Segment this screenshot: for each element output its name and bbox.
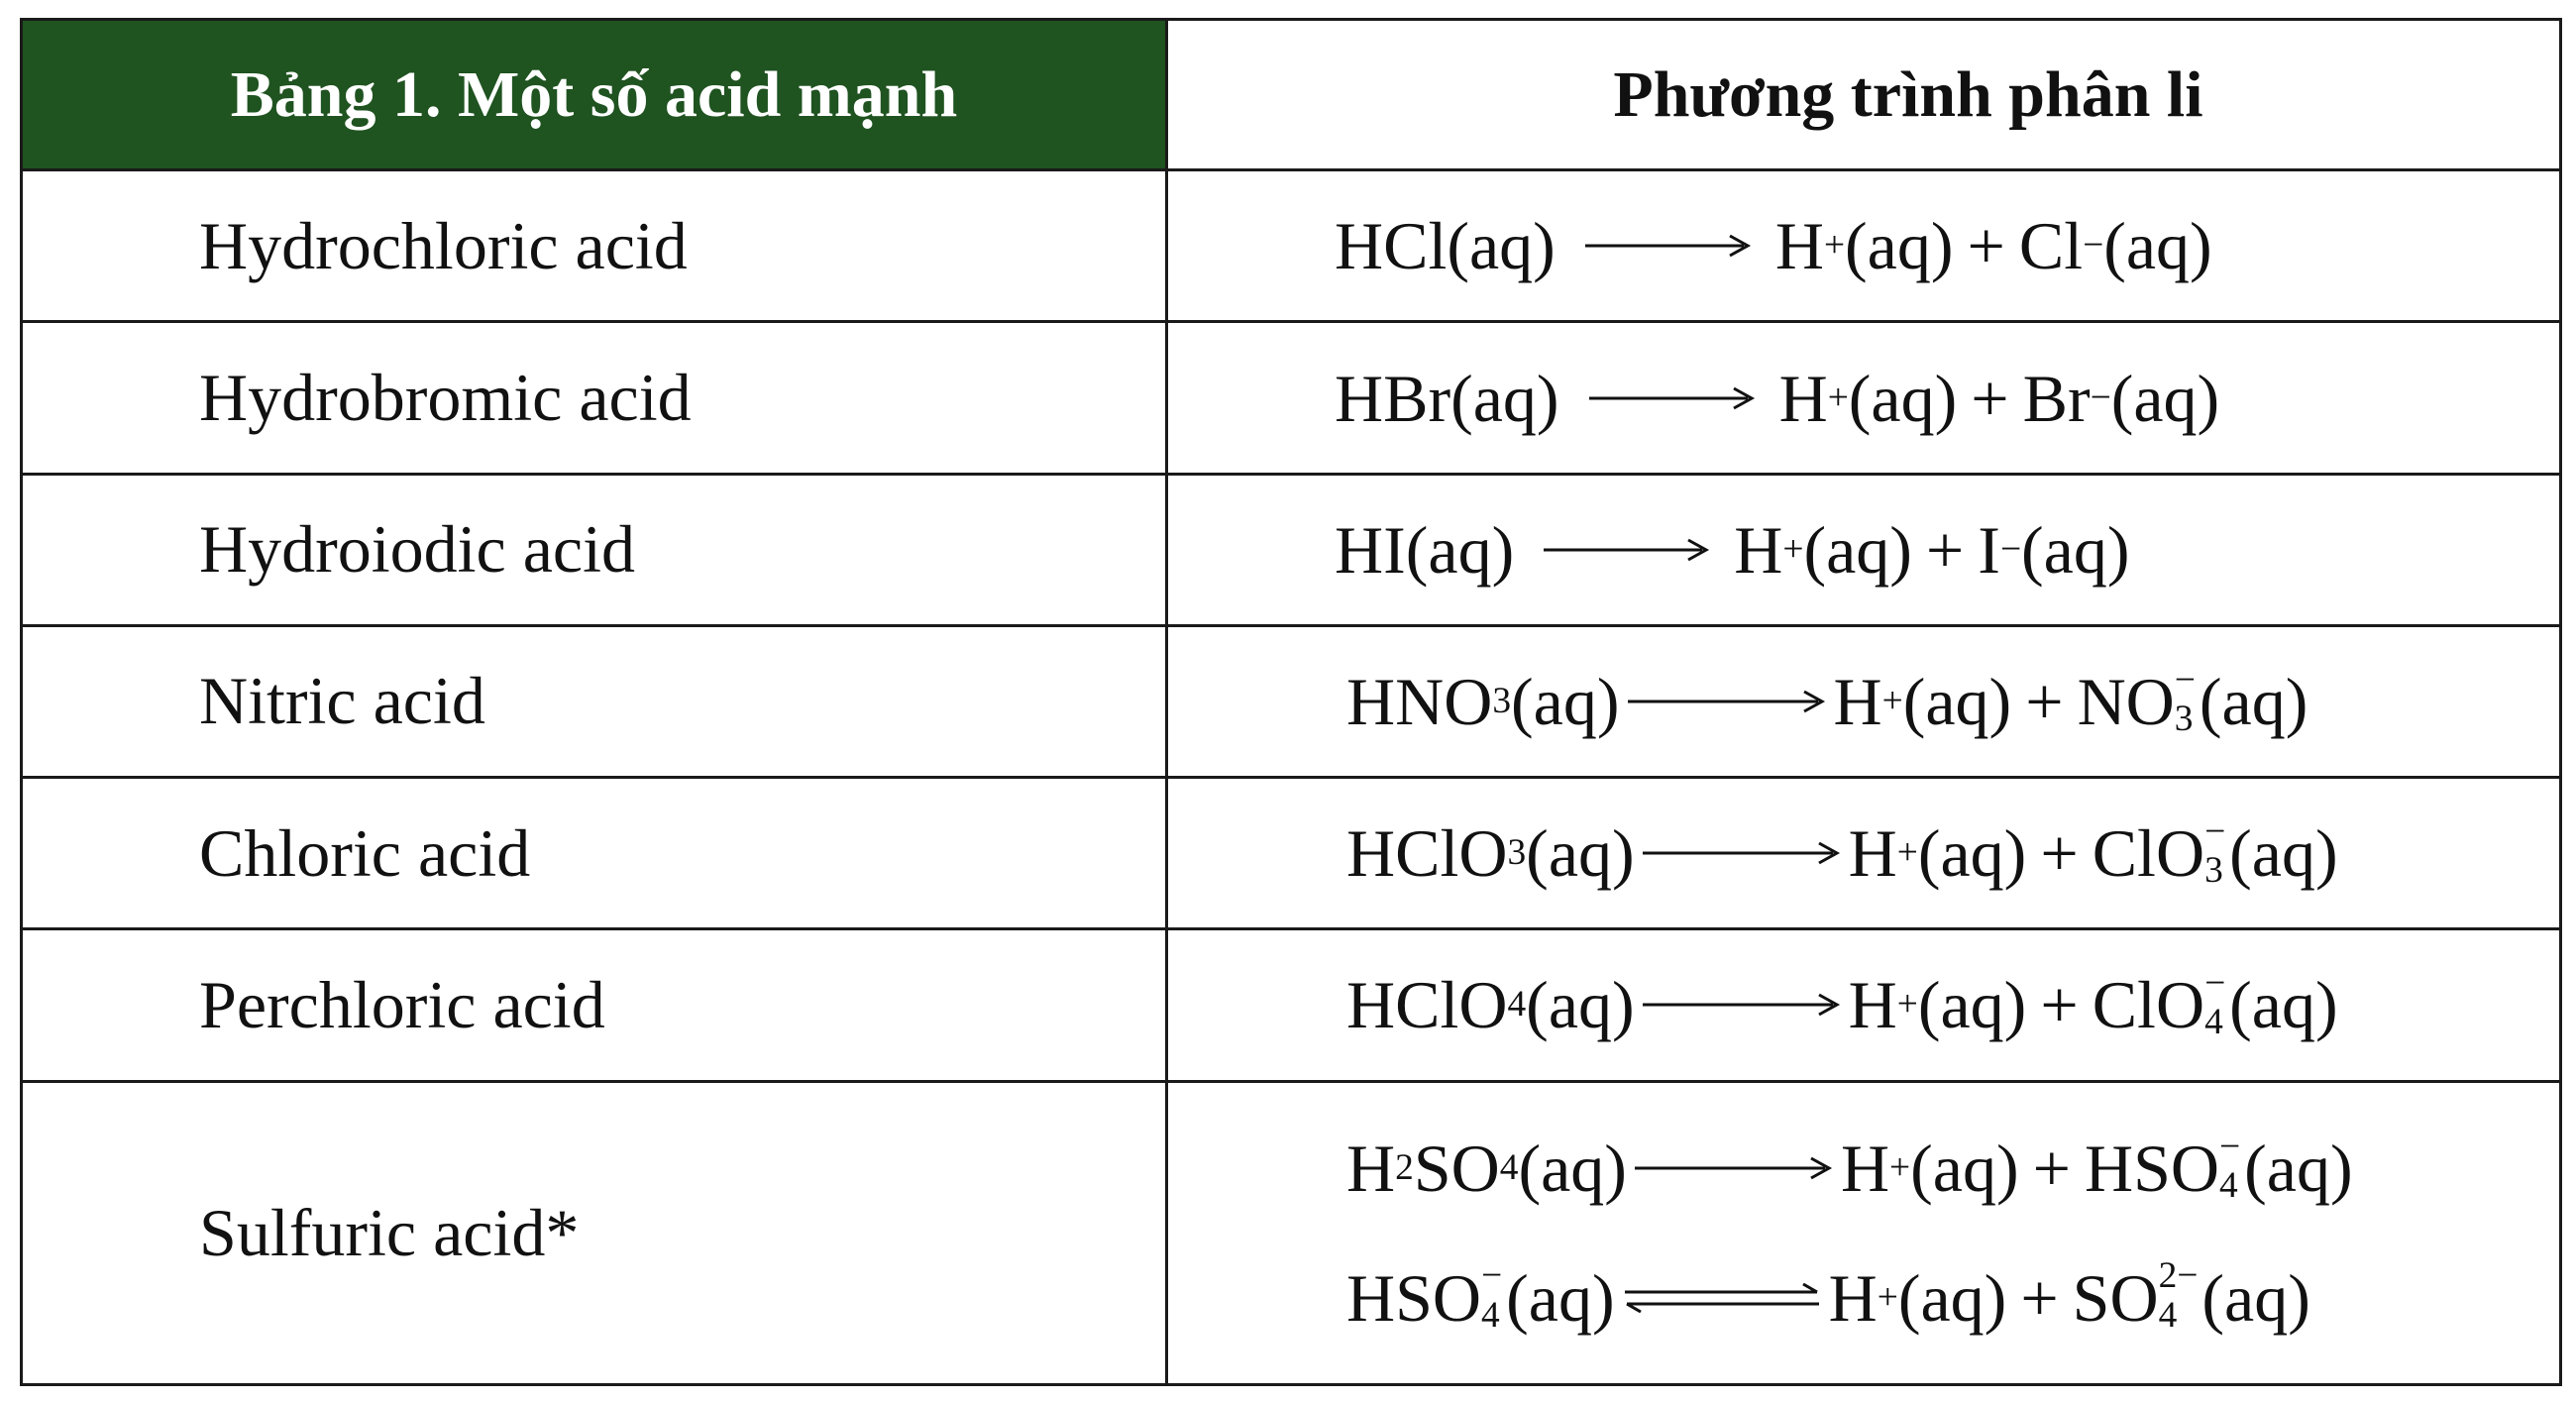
plus-sign: + xyxy=(2025,663,2064,739)
anion-charge-and-subscript xyxy=(2219,1128,2240,1206)
anion-charge: − xyxy=(2174,659,2196,701)
anion-state: (aq) xyxy=(2103,208,2212,284)
acid-name: Nitric acid xyxy=(22,625,1167,777)
anion-state: (aq) xyxy=(2110,360,2220,436)
cation-state: (aq) xyxy=(1845,208,1954,284)
equation-column-header: Phương trình phân li xyxy=(1167,20,2561,170)
equilibrium-arrows-icon xyxy=(1623,1283,1821,1313)
table-row xyxy=(22,625,2561,777)
plus-sign: + xyxy=(2040,815,2079,892)
plus-sign: + xyxy=(2032,1131,2071,1206)
table-title: Bảng 1. Một số acid mạnh xyxy=(22,20,1167,170)
dissociation-equation-cell xyxy=(1167,474,2561,625)
table-row xyxy=(22,322,2561,474)
table-row xyxy=(22,778,2561,929)
anion: HSO xyxy=(2084,1131,2220,1206)
anion-state: (aq) xyxy=(2201,1259,2310,1336)
anion-charge-and-subscript xyxy=(2175,661,2196,739)
cation: H xyxy=(1778,360,1828,436)
acid-name: Chloric acid xyxy=(22,778,1167,929)
dissociation-equation-cell xyxy=(1167,170,2561,322)
dissociation-equation-cell xyxy=(1167,1081,2561,1384)
dissociation-equation-cell xyxy=(1167,322,2561,474)
dissociation-equation: HClO 3 (aq) H + (aq) + ClO − 3 (aq) xyxy=(1346,810,2338,892)
anion: I xyxy=(1978,511,2000,588)
cation: H xyxy=(1774,208,1824,284)
anion-charge: − xyxy=(2219,1126,2241,1167)
reactant: HCl(aq) xyxy=(1335,208,1556,284)
cation: H xyxy=(1848,815,1897,892)
anion: SO xyxy=(2072,1259,2159,1336)
anion: ClO xyxy=(2092,815,2205,892)
cation-state: (aq) xyxy=(1848,360,1958,436)
right-arrow-icon xyxy=(1643,990,1841,1020)
acid-name: Hydroiodic acid xyxy=(22,474,1167,625)
plus-sign: + xyxy=(1967,208,2005,284)
acid-name: Perchloric acid xyxy=(22,929,1167,1081)
reactant-state: (aq) xyxy=(1506,1259,1615,1336)
anion-subscript: 3 xyxy=(2174,698,2194,739)
dissociation-equation: HCl(aq) H + (aq) + Cl − (aq) xyxy=(1335,208,2212,284)
dissociation-equation: HBr(aq) H + (aq) + Br − (aq) xyxy=(1335,360,2220,436)
reactant: HClO xyxy=(1346,967,1508,1043)
reactant-state: (aq) xyxy=(1511,663,1620,739)
anion-charge: − xyxy=(2204,810,2226,852)
right-arrow-icon xyxy=(1628,687,1826,716)
anion-subscript: 4 xyxy=(2204,1002,2223,1043)
anion-state: (aq) xyxy=(2229,815,2338,892)
right-arrow-icon xyxy=(1635,1153,1833,1183)
table-header-row xyxy=(22,20,2561,170)
anion: NO xyxy=(2077,663,2175,739)
anion-charge-and-subscript xyxy=(2204,964,2225,1042)
acid-name: Hydrochloric acid xyxy=(22,170,1167,322)
anion-subscript: 4 xyxy=(2158,1294,2178,1336)
plus-sign: + xyxy=(2020,1259,2059,1336)
anion: ClO xyxy=(2092,967,2205,1043)
cation-state: (aq) xyxy=(1902,663,2012,739)
dissociation-equation: HClO 4 (aq) H + (aq) + ClO − 4 (aq) xyxy=(1346,963,2338,1043)
anion-state: (aq) xyxy=(2199,663,2308,739)
equation-stack xyxy=(1346,1126,2559,1337)
cation-state: (aq) xyxy=(1917,967,2027,1043)
cation: H xyxy=(1840,1131,1890,1206)
right-arrow-icon xyxy=(1643,838,1841,868)
dissociation-equation-cell xyxy=(1167,625,2561,777)
cation: H xyxy=(1828,1259,1878,1336)
anion-state: (aq) xyxy=(2244,1131,2353,1206)
cation: H xyxy=(1848,967,1897,1043)
strong-acids-table xyxy=(20,18,2562,1386)
dissociation-equation-step-1: H 2 SO 4 (aq) H + (aq) + HSO − 4 (aq) xyxy=(1346,1126,2353,1206)
anion-subscript: 4 xyxy=(2219,1165,2238,1206)
dissociation-equation-cell xyxy=(1167,929,2561,1081)
cation-state: (aq) xyxy=(1803,511,1912,588)
anion: Br xyxy=(2022,360,2091,436)
plus-sign: + xyxy=(1925,511,1965,588)
dissociation-equation-cell xyxy=(1167,778,2561,929)
reactant: HClO xyxy=(1346,815,1508,892)
reactant: HI(aq) xyxy=(1335,511,1515,588)
reactant-state: (aq) xyxy=(1526,815,1635,892)
reactant-h: H xyxy=(1346,1131,1396,1206)
reactant-state: (aq) xyxy=(1526,967,1635,1043)
dissociation-equation-step-2: HSO − 4 (aq) H + (aq) + SO 2− 4 (aq) xyxy=(1346,1255,2310,1336)
anion-charge: − xyxy=(2204,963,2226,1005)
table-row xyxy=(22,1081,2561,1384)
cation-state: (aq) xyxy=(1917,815,2027,892)
anion-subscript: 3 xyxy=(2204,850,2223,892)
cation-state: (aq) xyxy=(1910,1131,2019,1206)
dissociation-equation: HNO 3 (aq) H + (aq) + NO − 3 (aq) xyxy=(1346,659,2308,739)
cation: H xyxy=(1833,663,1882,739)
anion-charge: 2− xyxy=(2158,1255,2199,1297)
cation: H xyxy=(1734,511,1783,588)
cation-state: (aq) xyxy=(1897,1259,2007,1336)
reactant: HNO xyxy=(1346,663,1493,739)
table-row xyxy=(22,170,2561,322)
anion-state: (aq) xyxy=(2021,511,2130,588)
anion-charge-and-subscript xyxy=(2204,812,2225,891)
acid-name: Hydrobromic acid xyxy=(22,322,1167,474)
reactant: HBr(aq) xyxy=(1335,360,1559,436)
reactant: HSO xyxy=(1346,1259,1482,1336)
anion-state: (aq) xyxy=(2229,967,2338,1043)
table-row xyxy=(22,474,2561,625)
reactant-charge: − xyxy=(1481,1255,1503,1297)
plus-sign: + xyxy=(1971,360,2009,436)
right-arrow-icon xyxy=(1589,383,1758,413)
right-arrow-icon xyxy=(1544,535,1712,565)
reactant-state: (aq) xyxy=(1518,1131,1627,1206)
acid-name: Sulfuric acid* xyxy=(22,1081,1167,1384)
reactant-charge-and-subscript xyxy=(1481,1256,1502,1335)
dissociation-equation: HI(aq) H + (aq) + I − (aq) xyxy=(1335,511,2130,588)
reactant-subscript: 4 xyxy=(1481,1294,1500,1336)
table-row xyxy=(22,929,2561,1081)
anion: Cl xyxy=(2018,208,2084,284)
reactant-so: SO xyxy=(1413,1131,1500,1206)
right-arrow-icon xyxy=(1585,231,1754,261)
anion-charge-and-subscript xyxy=(2159,1256,2199,1335)
plus-sign: + xyxy=(2040,967,2079,1043)
